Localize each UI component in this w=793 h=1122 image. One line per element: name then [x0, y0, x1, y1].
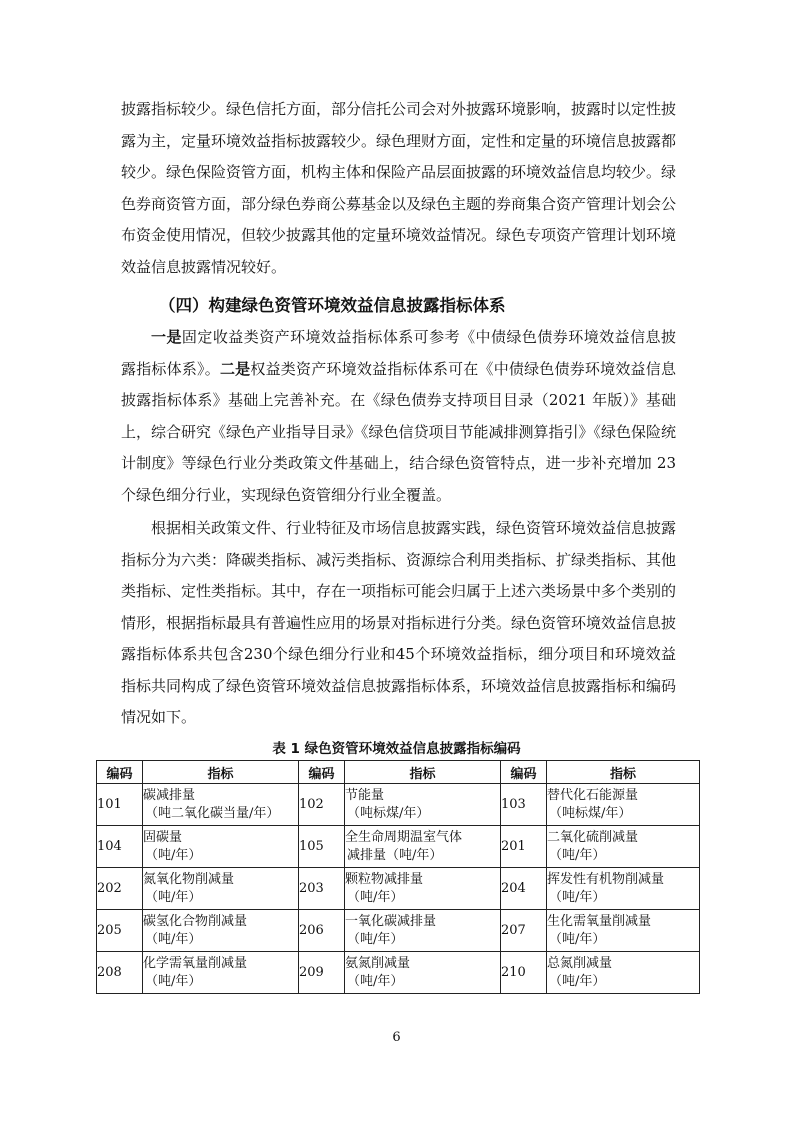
- indicator-unit: （吨/年）: [145, 931, 202, 947]
- indicator-cell: [143, 952, 299, 994]
- indicator-name: 碳氢化合物削减量: [143, 913, 248, 929]
- indicator-name: 替代化石能源量: [547, 787, 639, 803]
- code-cell: 204: [501, 868, 547, 910]
- header-code: 编码: [501, 761, 547, 784]
- indicator-cell: [345, 784, 501, 826]
- indicator-cell: [547, 868, 700, 910]
- emphasis-first: 一是: [151, 328, 182, 346]
- indicator-name: 全生命周期温室气体: [345, 829, 463, 845]
- header-indicator: 指标: [345, 761, 501, 784]
- code-cell: 208: [97, 952, 143, 994]
- header-code: 编码: [97, 761, 143, 784]
- text-second: 权益类资产环境效益指标体系可在《中债绿色债券环境效益信息披露指标体系》基础上完善补充。在《绿色债券支持项目目录（2021 年版）》基础上，综合研究《绿色产业指导目录》《绿色信贷项目节能减排测算指引》《绿色保险统计制度》等绿色行业分类政策文件基础上，结合绿色资管特点，进一步补充增加 23 个绿色细分行业，实现绿色资管细分行业全覆盖。: [121, 359, 677, 504]
- indicator-cell: [547, 910, 700, 952]
- code-cell: 201: [501, 826, 547, 868]
- indicator-unit: （吨/年）: [347, 889, 404, 905]
- table-caption: 表 1 绿色资管环境效益信息披露指标编码: [272, 741, 521, 757]
- table-row: [97, 784, 700, 826]
- code-cell: 210: [501, 952, 547, 994]
- indicator-cell: [143, 868, 299, 910]
- indicator-name: 氮氧化物削减量: [143, 871, 235, 887]
- indicator-name: 化学需氧量削减量: [143, 955, 248, 971]
- code-cell: 205: [97, 910, 143, 952]
- code-cell: 101: [97, 784, 143, 826]
- indicator-name: 二氧化硫削减量: [547, 829, 639, 845]
- indicator-code-table: [96, 760, 700, 994]
- header-indicator: 指标: [143, 761, 299, 784]
- paragraph-indicator-categories: 根据相关政策文件、行业特征及市场信息披露实践，绿色资管环境效益信息披露指标分为六类：降碳类指标、减污类指标、资源综合利用类指标、扩绿类指标、其他类指标、定性类指标。其中，存在一项指标可能会归属于上述六类场景中多个类别的情形，根据指标最具有普遍性应用的场景对指标进行分类。绿色资管环境效益信息披露指标体系共包含230个绿色细分行业和45个环境效益指标，细分项目和环境效益指标共同构成了绿色资管环境效益信息披露指标体系，环境效益信息披露指标和编码情况如下。: [121, 519, 677, 726]
- indicator-cell: [547, 826, 700, 868]
- indicator-name: 生化需氧量削减量: [547, 913, 652, 929]
- indicator-cell: [345, 868, 501, 910]
- emphasis-second: 二是: [219, 359, 251, 378]
- code-cell: 102: [299, 784, 345, 826]
- table-row: [97, 826, 700, 868]
- paragraph-green-disclosure-status: 披露指标较少。绿色信托方面，部分信托公司会对外披露环境影响，披露时以定性披露为主，定量环境效益指标披露较少。绿色理财方面，定性和定量的环境信息披露都较少。绿色保险资管方面，机构主体和保险产品层面披露的环境效益信息均较少。绿色券商资管方面，部分绿色券商公募基金以及绿色主题的券商集合资产管理计划会公布资金使用情况，但较少披露其他的定量环境效益情况。绿色专项资产管理计划环境效益信息披露情况较好。: [121, 100, 677, 276]
- section-heading: （四）构建绿色资管环境效益信息披露指标体系: [159, 296, 506, 315]
- page-number: 6: [392, 1030, 401, 1045]
- indicator-cell: [143, 910, 299, 952]
- indicator-name: 氨氮削减量: [345, 955, 411, 971]
- indicator-unit: （吨标煤/年）: [549, 805, 632, 821]
- code-cell: 105: [299, 826, 345, 868]
- indicator-name: 固碳量: [143, 829, 183, 845]
- indicator-cell: [143, 784, 299, 826]
- paragraph-indicator-system: [121, 322, 676, 511]
- indicator-unit: （吨/年）: [549, 973, 606, 989]
- indicator-unit: （吨/年）: [347, 931, 404, 947]
- table-header-row: [97, 761, 700, 784]
- header-code: 编码: [299, 761, 345, 784]
- indicator-name: 一氧化碳减排量: [345, 913, 437, 929]
- code-cell: 206: [299, 910, 345, 952]
- indicator-cell: [345, 910, 501, 952]
- code-cell: 207: [501, 910, 547, 952]
- indicator-unit: （吨二氧化碳当量/年）: [145, 805, 280, 821]
- code-cell: 202: [97, 868, 143, 910]
- indicator-name: 颗粒物减排量: [345, 871, 424, 887]
- indicator-cell: [143, 826, 299, 868]
- header-indicator: 指标: [547, 761, 700, 784]
- indicator-cell: [345, 952, 501, 994]
- code-cell: 103: [501, 784, 547, 826]
- indicator-cell: [547, 784, 700, 826]
- indicator-unit: （吨/年）: [549, 931, 606, 947]
- table-row: [97, 910, 700, 952]
- code-cell: 104: [97, 826, 143, 868]
- indicator-cell: [345, 826, 501, 868]
- indicator-name: 挥发性有机物削减量: [547, 871, 665, 887]
- indicator-unit: （吨/年）: [145, 973, 202, 989]
- indicator-name: 总氮削减量: [547, 955, 613, 971]
- indicator-name: 碳减排量: [143, 787, 196, 803]
- indicator-unit: （吨/年）: [145, 847, 202, 863]
- indicator-unit: （吨/年）: [347, 973, 404, 989]
- indicator-unit: （吨/年）: [549, 889, 606, 905]
- indicator-unit: （吨/年）: [145, 889, 202, 905]
- indicator-unit: （吨/年）: [549, 847, 606, 863]
- code-cell: 203: [299, 868, 345, 910]
- indicator-name: 节能量: [345, 787, 385, 803]
- indicator-cell: [547, 952, 700, 994]
- text-first: 固定收益类资产环境效益指标体系可参考《中债绿色债券环境效益信息披露指标体系》。: [121, 328, 676, 378]
- code-cell: 209: [299, 952, 345, 994]
- table-row: [97, 952, 700, 994]
- table-row: [97, 868, 700, 910]
- indicator-unit: （吨标煤/年）: [347, 805, 430, 821]
- indicator-unit: 减排量（吨/年）: [347, 847, 443, 863]
